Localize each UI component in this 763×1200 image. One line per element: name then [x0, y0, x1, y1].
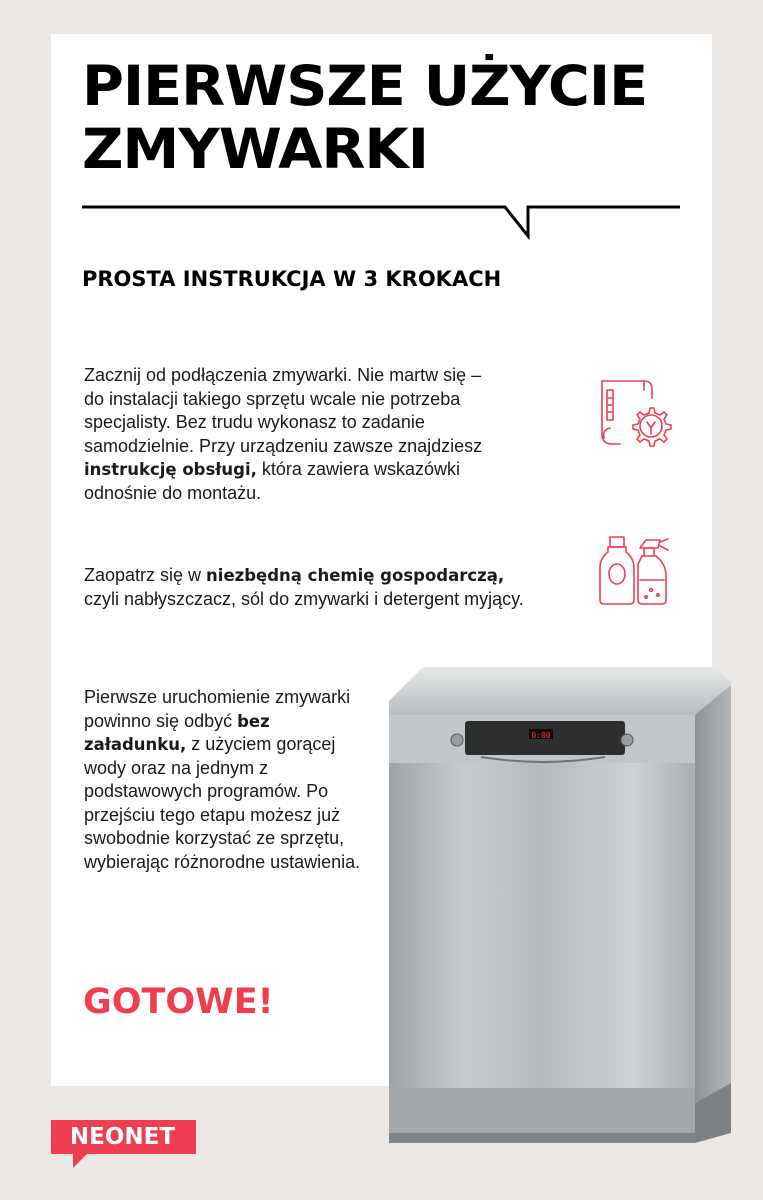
done-label: GOTOWE! — [83, 982, 274, 1022]
subtitle: PROSTA INSTRUKCJA W 3 KROKACH — [82, 267, 502, 291]
svg-text:0:00: 0:00 — [531, 731, 551, 740]
page-title — [82, 55, 647, 181]
step-1-text: Zacznij od podłączenia zmywarki. Nie martw się – do instalacji takiego sprzętu wcale nie potrzeba specjalisty. Bez trudu wykonasz to zadanie samodzielnie. Przy urządzeniu zawsze znajdziesz instrukcję obsługi, która zawiera wskazówki odnośnie do montażu. — [84, 365, 483, 503]
title-line-1: PIERWSZE UŻYCIE — [82, 54, 648, 118]
title-line-2: ZMYWARKI — [82, 117, 428, 181]
cleaning-products-icon — [596, 534, 672, 608]
dishwasher-image — [383, 663, 738, 1163]
speech-divider — [82, 200, 682, 242]
manual-gear-icon — [596, 378, 676, 450]
neonet-logo-text: NEONET — [69, 1124, 176, 1150]
step-2-text: Zaopatrz się w niezbędną chemię gospodarczą, czyli nabłyszczacz, sól do zmywarki i detergent myjący. — [84, 565, 524, 609]
step-3-text: Pierwsze uruchomienie zmywarki powinno się odbyć bez załadunku, z użyciem gorącej wody oraz na jednym z podstawowych programów. Po przejściu tego etapu możesz już swobodnie korzystać ze sprzętu, wybierając różnorodne ustawienia. — [84, 687, 361, 872]
